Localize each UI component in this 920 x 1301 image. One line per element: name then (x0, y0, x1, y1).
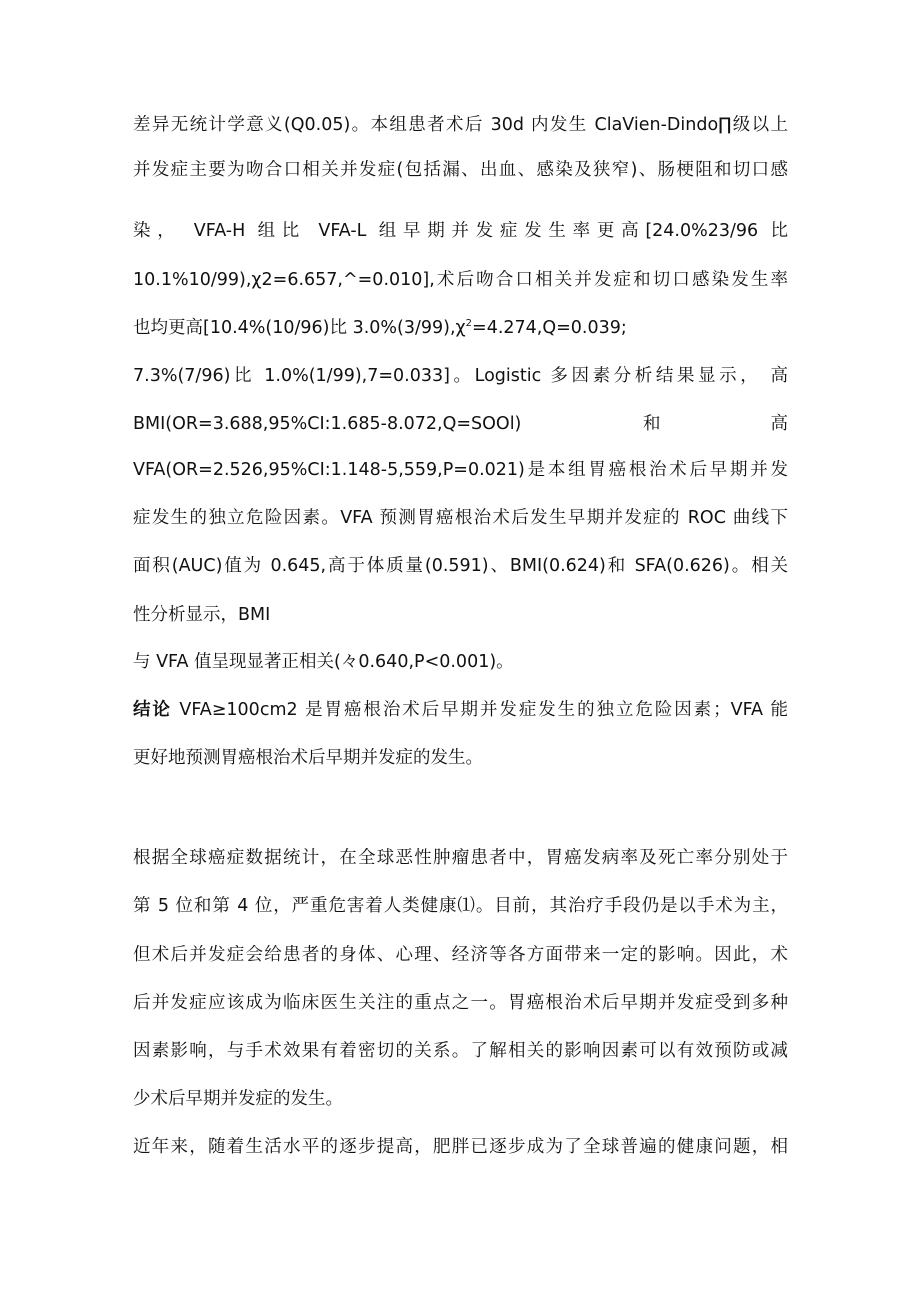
conclusion-line-1 (133, 695, 788, 725)
body-para1-line-2: 第 5 位和第 4 位，严重危害着人类健康⑴。目前，其治疗手段仍是以手术为主， (133, 896, 788, 916)
abstract-line-8: VFA(OR=2.526,95%CI:1.148-5,559,P=0.021)是本组胃癌根治术后早期并发 (133, 460, 788, 480)
body-para1-line-1: 根据全球癌症数据统计，在全球恶性肿瘤患者中，胃癌发病率及死亡率分别处于 (133, 848, 788, 868)
abstract-line-5-pre: 也均更高[10.4%(10/96)比 3.0%(3/99),χ (133, 318, 466, 338)
abstract-line-3: 染， VFA-H 组比 VFA-L 组早期并发症发生率更高[24.0%23/96 比 (133, 221, 788, 241)
abstract-line-6: 7.3%(7/96)比 1.0%(1/99),7=0.033]。Logistic 多因素分析结果显示， 高 (133, 366, 788, 386)
abstract-line-5 (133, 313, 788, 343)
abstract-line-12: 与 VFA 值呈现显著正相关(々0.640,P<0.001)。 (133, 652, 514, 672)
abstract-line-10: 面积(AUC)值为 0.645,高于体质量(0.591)、BMI(0.624)和 SFA(0.626)。相关 (133, 556, 788, 576)
abstract-line-4: 10.1%10/99),χ2=6.657,^=0.010],术后吻合口相关并发症和切口感染发生率 (133, 270, 788, 290)
body-para1-line-4: 后并发症应该成为临床医生关注的重点之一。胃癌根治术后早期并发症受到多种 (133, 993, 788, 1013)
abstract-line-9: 症发生的独立危险因素。VFA 预测胃癌根治术后发生早期并发症的 ROC 曲线下 (133, 508, 788, 528)
conclusion-text-1: VFA≥100cm2 是胃癌根治术后早期并发症发生的独立危险因素；VFA 能 (171, 700, 788, 720)
abstract-line-7-right: 高 (770, 414, 788, 434)
abstract-line-2: 并发症主要为吻合口相关并发症(包括漏、出血、感染及狭窄)、肠梗阻和切口感 (133, 160, 788, 180)
abstract-line-7-mid: 和 (643, 414, 661, 434)
body-para2-line-1: 近年来，随着生活水平的逐步提高，肥胖已逐步成为了全球普遍的健康问题，相 (133, 1137, 788, 1157)
abstract-line-11: 性分析显示，BMI (133, 605, 271, 625)
abstract-line-7 (133, 409, 788, 439)
conclusion-line-2: 更好地预测胃癌根治术后早期并发症的发生。 (133, 748, 483, 768)
body-para1-line-3: 但术后并发症会给患者的身体、心理、经济等各方面带来一定的影响。因此，术 (133, 945, 788, 965)
conclusion-label: 结论 (133, 700, 172, 720)
chi-square-superscript: 2 (465, 318, 473, 330)
body-para1-line-5: 因素影响，与手术效果有着密切的关系。了解相关的影响因素可以有效预防或减 (133, 1041, 788, 1061)
abstract-line-7-left: BMI(OR=3.688,95%CI:1.685-8.072,Q=SOOl) (133, 414, 522, 434)
abstract-line-5-post: =4.274,Q=0.039; (472, 318, 627, 338)
body-para1-line-6: 少术后早期并发症的发生。 (133, 1089, 343, 1109)
abstract-line-1: 差异无统计学意义(Q0.05)。本组患者术后 30d 内发生 ClaVien-Dindo∏级以上 (133, 115, 788, 135)
